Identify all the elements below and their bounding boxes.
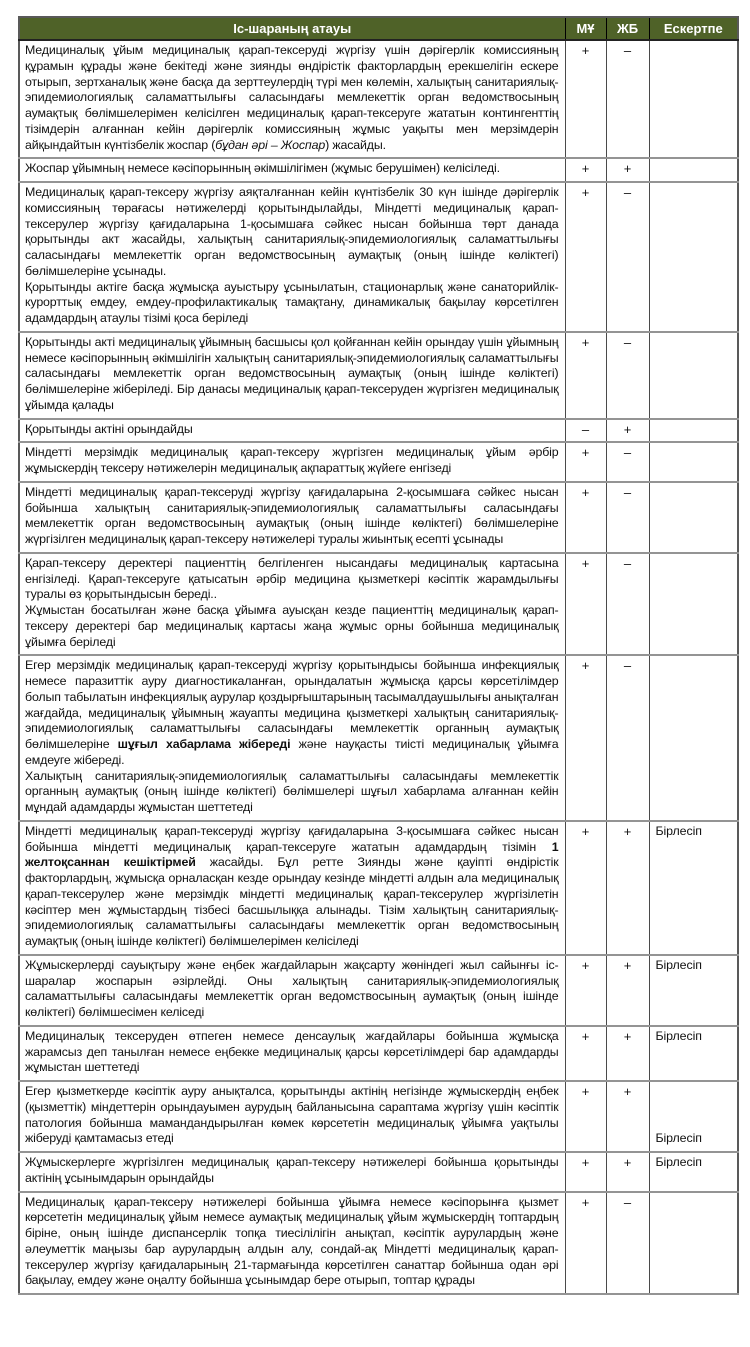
activity-text: Міндетті медициналық қарап-тексеруді жүргізу қағидаларына 2-қосымшаға сәйкес нысан бойынша халықтың санитариялық-эпидемиологиялық саламаттылығы саласындағы мемлекеттік орган ведомствосының аумақтық (оның ішінде көліктегі) бөлімшелеріне жүргізілген медициналық қарап-тексеру нәтижелері туралы жиынтық есепті ұсынады [25,484,559,546]
table-row [19,1081,738,1152]
activity-text: Медициналық тексеруден өтпеген немесе денсаулық жағдайлары бойынша жұмысқа жарамсыз деп танылған немесе еңбекке медициналық қарсы көрсетілімдері бар адамдарды жұмыстан шеттетеді [25,1028,559,1075]
note-cell: Бірлесіп [649,955,738,1026]
note-cell [649,655,738,821]
zhb-cell: – [606,40,649,158]
note-cell [649,1192,738,1295]
zhb-cell: + [606,1081,649,1152]
table-row [19,158,738,182]
activity-text: шұғыл хабарлама жібереді [117,737,291,751]
table-row [19,419,738,443]
activity-text: Қорытынды актіні орындайды [25,421,193,436]
activity-cell [19,655,565,821]
zhb-cell: + [606,821,649,955]
header-row [19,17,738,40]
activity-text: Медициналық қарап-тексеру жүргізу аяқталғаннан кейін күнтізбелік 30 күн ішінде дәрігерлік комиссияның төрағасы нәтижелерді қорытындылайды, Міндетті медициналық қарап-тексерулер жүргізу қағидаларына 1-қосымшаға сәйкес нысан бойынша төрт данада қорытынды акт жасайды, халықтың санитариялық-эпидемиологиялық саламаттылығы саласындағы мемлекеттік орган ведомствосының аумақтық (оның ішінде көліктегі) бөлімшелеріне ұсынады. [25,185,559,278]
note-cell: Бірлесіп [649,1081,738,1152]
activity-text: және науқасты тиісті медициналық ұйымға емдеуге жібереді. [25,737,559,767]
note-cell: Бірлесіп [649,1026,738,1081]
activity-text: Халықтың санитариялық-эпидемиологиялық саламаттылығы саласындағы мемлекеттік органның аумақтық (оның ішінде көліктегі) бөлімшелері шұғыл хабарлама алғаннан кейін мұндай адамдарды жұмыстан шеттетеді [25,768,559,814]
mu-cell: + [565,40,606,158]
mu-cell: + [565,332,606,419]
activity-text: Қорытынды акті медициналық ұйымның басшысы қол қойғаннан кейін орындау үшін ұйымның немесе кәсіпорынның әкімшілігін халықтың санитариялық-эпидемиологиялық саламаттылығы саласындағы мемлекеттік орган ведомствосының аумақтық (оның ішінде көліктегі) бөлімшелеріне жіберіледі. Бір данасы медициналық қарап-тексеруден жүргізген медициналық ұйымда қалады [25,334,559,412]
activity-text: Медициналық қарап-тексеру нәтижелері бойынша ұйымға немесе кәсіпорынға қызмет көрсететін медициналық ұйым немесе аумақтық медициналық ұйым жұмыскердің топтардың біріне, оның ішінде диспансерлік топқа тиесілілігін анықтап, кәсіптік аурулардың және әлеуметтік маңызы бар аурулардың алдын алу, сондай-ақ Міндетті медициналық қарап-тексерулер жүргізу қағидаларының 21-тармағында көрсетілген санаттар бойынша одан әрі бақылау, емдеу және оңалту бойынша ұсынымдар бере отырып, топтар құрады [25,1194,559,1288]
mu-cell: + [565,1026,606,1081]
table-row [19,332,738,419]
activity-text: Жұмыскерлерге жүргізілген медициналық қарап-тексеру нәтижелері бойынша қорытынды актінің ұсынымдарын орындайды [25,1155,559,1185]
activity-text: Қорытынды актіге басқа жұмысқа ауыстыру ұсынылатын, стационарлық және санаторийлік-курорттық емдеу, емдеу-профилактикалық тамақтану, динамикалық бақылау көрсетілген адамдардың атаулы тізімі қоса беріледі [25,279,559,325]
table-row [19,553,738,656]
activity-cell [19,442,565,482]
activity-text: жасайды. Бұл ретте Зиянды және қауіпті өндірістік факторлардың, жұмысқа орналасқан кезде орындау кезінде міндетті алдын ала медициналық қарап-тексерулер және мерзімдік міндетті медициналық қарап-тексерулер жүргізілетін кәсіптер мен жұмыстардың тізбесі басшылыққа алынады. Тізім халықтың санитариялық-эпидемиологиялық саламаттылығы саласындағы мемлекеттік орган ведомствосының аумақтық (оның ішінде көліктегі) бөлімшелерімен келісіледі [25,855,559,948]
note-cell [649,158,738,182]
activity-cell [19,1192,565,1295]
mu-cell: + [565,821,606,955]
zhb-cell: + [606,419,649,443]
note-cell [649,40,738,158]
note-cell [649,482,738,553]
activity-text: Медициналық ұйым медициналық қарап-тексеруді жүргізу үшін дәрігерлік комиссияның құрамын құрады және бекітеді және зиянды өндірістік факторлардың ерекшелігін ескере отырып, зертханалық және басқа да зерттеулердің түрі мен көлемін, халықтың санитариялық-эпидемиологиялық саламаттылығы саласындағы мемлекеттік орган ведомствосының аумақтық бөлімшелерімен келісілген медициналық қарап-тексеруге жататын контингенттің тізімдерін алғаннан кейін дәрігерлік комиссияның жұмыс уақыты мен мерзімдерін айқындайтын күнтізбелік жоспар ( [25,43,559,152]
header-zhb: ЖБ [606,17,649,40]
table-row [19,1152,738,1192]
activity-text: Міндетті мерзімдік медициналық қарап-тексеру жүргізген медициналық ұйым әрбір жұмыскердің тексеру нәтижелерін медициналық ақпараттық жүйеге енгізеді [25,445,559,475]
mu-cell: + [565,1192,606,1295]
activity-text: Міндетті медициналық қарап-тексеруді жүргізу қағидаларына 3-қосымшаға сәйкес нысан бойынша міндетті медициналық қарап-тексеруге жататын адамдардың тізімін [25,823,559,854]
header-activity: Іс-шараның атауы [19,17,565,40]
table-row [19,40,738,158]
events-table [18,16,739,1295]
activity-text: Жұмыстан босатылған және басқа ұйымға ауысқан кезде пациенттің медициналық қарап-тексеру деректері бар медициналық картасы жаңа жұмыс орны бойынша медициналық ұйымға беріледі [25,603,559,649]
activity-cell [19,955,565,1026]
zhb-cell: – [606,332,649,419]
table-row [19,1192,738,1295]
mu-cell: + [565,1081,606,1152]
activity-cell [19,40,565,158]
activity-text: Жоспар ұйымның немесе кәсіпорынның әкімшілігімен (жұмыс берушімен) келісіледі. [25,161,500,176]
zhb-cell: – [606,182,649,332]
activity-cell [19,1081,565,1152]
mu-cell: + [565,158,606,182]
zhb-cell: – [606,482,649,553]
zhb-cell: + [606,1026,649,1081]
note-cell [649,442,738,482]
mu-cell: + [565,482,606,553]
zhb-cell: + [606,1152,649,1192]
note-cell [649,419,738,443]
table-header [19,17,738,40]
table-row [19,821,738,955]
table-row [19,955,738,1026]
zhb-cell: + [606,158,649,182]
activity-text: ) жасайды. [325,137,386,152]
table-row [19,655,738,821]
activity-text: Егер мерзімдік медициналық қарап-тексеруді жүргізу қорытындысы бойынша инфекциялық немесе паразиттік ауру диагностикаланған, орындалатын жұмысқа қарсы көрсетілімдер болып табылатын инфекциялық аурулар қоздырғыштарының тасымалдаушылығы анықталған жағдайда, медициналық ұйымның жауапты медицина қызметкері халықтың санитариялық-эпидемиологиялық саламаттылығы саласындағы мемлекеттік органның аумақтық бөлімшелеріне [25,658,559,751]
activity-cell [19,482,565,553]
mu-cell: + [565,182,606,332]
table-body [19,40,738,1294]
header-mu: МҰ [565,17,606,40]
table-row [19,442,738,482]
zhb-cell: – [606,1192,649,1295]
header-note: Ескертпе [649,17,738,40]
mu-cell: – [565,419,606,443]
mu-cell: + [565,955,606,1026]
mu-cell: + [565,442,606,482]
table-row [19,482,738,553]
activity-text: бұдан әрі – Жоспар [215,137,326,152]
activity-cell [19,419,565,443]
note-cell: Бірлесіп [649,1152,738,1192]
note-cell [649,182,738,332]
zhb-cell: – [606,442,649,482]
activity-cell [19,158,565,182]
activity-cell [19,553,565,656]
table-row [19,1026,738,1081]
activity-cell [19,1026,565,1081]
zhb-cell: – [606,655,649,821]
activity-text: Егер қызметкерде кәсіптік ауру анықталса, қорытынды актінің негізінде жұмыскердің еңбек (қызметтік) міндеттерін орындауымен аурудың байланысына сараптама жүргізу үшін кәсіптік патология бойынша мамандандырылған көмек көрсететін медициналық ұйымға уақтылы жіберуді қамтамасыз етеді [25,1084,559,1146]
zhb-cell: + [606,955,649,1026]
mu-cell: + [565,655,606,821]
mu-cell: + [565,1152,606,1192]
note-cell: Бірлесіп [649,821,738,955]
note-cell [649,553,738,656]
activity-cell [19,821,565,955]
zhb-cell: – [606,553,649,656]
activity-cell [19,182,565,332]
activity-cell [19,332,565,419]
activity-cell [19,1152,565,1192]
table-row [19,182,738,332]
activity-text: Жұмыскерлерді сауықтыру және еңбек жағдайларын жақсарту жөніндегі жыл сайынғы іс-шаралар жоспарын әзірлейді. Оны халықтың санитариялық-эпидемиологиялық саламаттылығы саласындағы мемлекеттік орган ведомствосының аумақтық (оның ішінде көліктегі) бөлімшесімен келіседі [25,957,559,1019]
activity-text: Қарап-тексеру деректері пациенттің белгіленген нысандағы медициналық картасына енгізіледі. Қарап-тексеруге қатысатын әрбір медицина қызметкері кәсіптік жарамдылығы туралы өз қорытындысын береді.. [25,555,559,602]
mu-cell: + [565,553,606,656]
note-cell [649,332,738,419]
activity-text: 1 желтоқсаннан кешіктірмей [25,839,559,870]
